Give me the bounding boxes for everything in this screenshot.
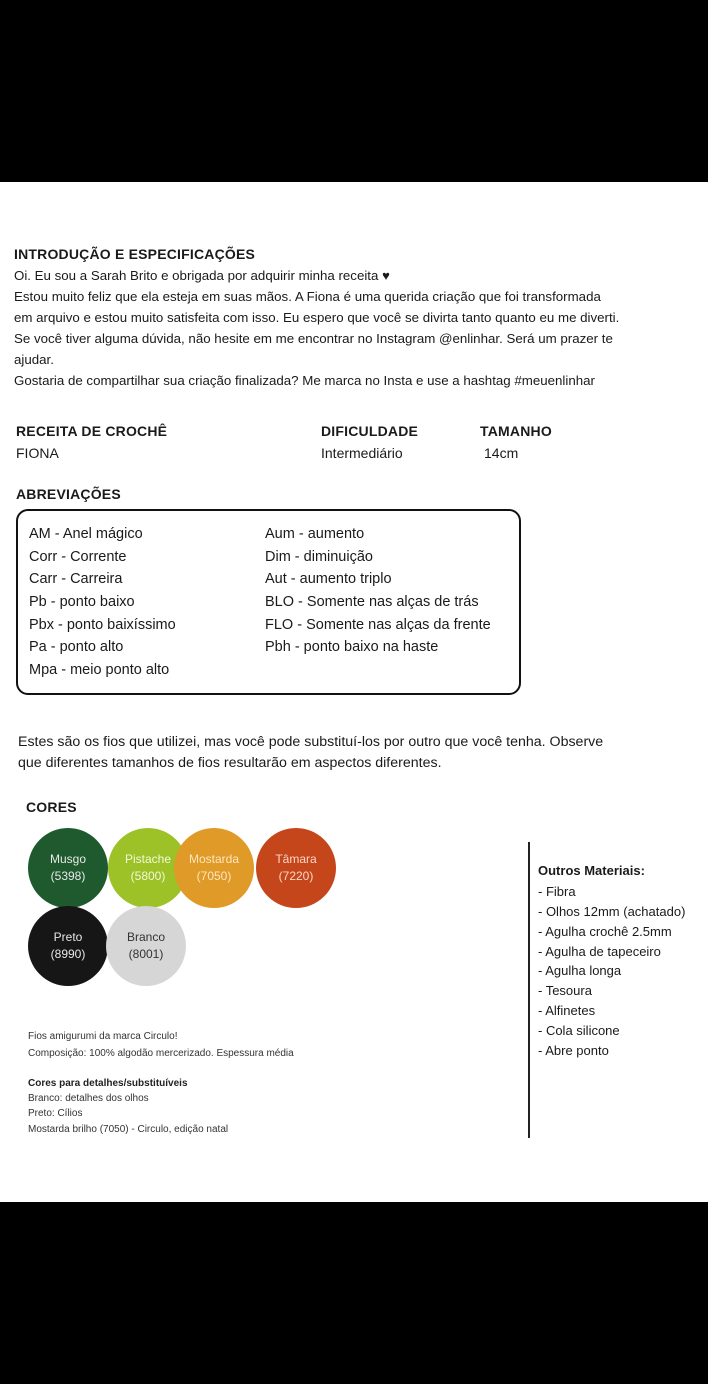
abbreviation-item: Aut - aumento triplo: [265, 571, 392, 587]
abbreviation-item: Corr - Corrente: [29, 549, 127, 565]
abbreviation-item: Aum - aumento: [265, 526, 365, 542]
abbreviation-item: AM - Anel mágico: [29, 526, 143, 542]
intro-line: Estou muito feliz que ela esteja em suas mãos. A Fiona é uma querida criação que foi transformada: [14, 289, 601, 304]
yarn-swatch-tamara: [256, 828, 336, 908]
material-item: - Agulha crochê 2.5mm: [538, 924, 672, 939]
yarn-swatch-mostarda: [174, 828, 254, 908]
yarn-note-line: Estes são os fios que utilizei, mas você pode substituí-los por outro que você tenha. Observe: [18, 734, 604, 750]
details-heading: Cores para detalhes/substituíveis: [28, 1078, 188, 1089]
material-item: - Agulha de tapeceiro: [538, 944, 661, 959]
swatch-name: Branco: [126, 930, 166, 944]
intro-line: Oi. Eu sou a Sarah Brito e obrigada por adquirir minha receita ♥: [14, 268, 390, 283]
details-item: Branco: detalhes dos olhos: [28, 1093, 149, 1104]
abbreviation-item: Pa - ponto alto: [29, 639, 124, 655]
difficulty-label: DIFICULDADE: [321, 423, 419, 439]
intro-line: em arquivo e estou muito satisfeita com isso. Eu espero que você se divirta tanto quanto eu me diverti.: [14, 310, 620, 325]
abbreviations-heading: ABREVIAÇÕES: [16, 486, 121, 502]
swatch-code: (7220): [278, 869, 314, 883]
swatch-name: Tâmara: [275, 852, 317, 866]
abbreviation-item: Pbh - ponto baixo na haste: [265, 639, 439, 655]
details-item: Preto: Cílios: [28, 1108, 83, 1119]
size-label: TAMANHO: [480, 423, 552, 439]
composition-line: Composição: 100% algodão mercerizado. Espessura média: [28, 1048, 294, 1059]
colors-heading: CORES: [26, 799, 77, 815]
material-item: - Agulha longa: [538, 963, 622, 978]
abbreviation-item: Dim - diminuição: [265, 549, 373, 565]
swatch-name: Preto: [53, 930, 83, 944]
yarn-swatch-musgo: [28, 828, 108, 908]
swatch-code: (8001): [128, 947, 164, 961]
abbreviation-item: FLO - Somente nas alças da frente: [265, 617, 491, 633]
swatch-code: (5800): [130, 869, 166, 883]
material-item: - Cola silicone: [538, 1023, 620, 1038]
swatch-code: (7050): [196, 869, 232, 883]
swatch-code: (5398): [50, 869, 86, 883]
abbreviation-item: Mpa - meio ponto alto: [29, 662, 170, 678]
size-value: 14cm: [484, 445, 519, 461]
material-item: - Olhos 12mm (achatado): [538, 904, 686, 919]
swatch-name: Mostarda: [188, 852, 240, 866]
material-item: - Tesoura: [538, 983, 592, 998]
intro-line: ajudar.: [14, 352, 54, 367]
brand-line: Fios amigurumi da marca Circulo!: [28, 1031, 178, 1042]
swatch-name: Musgo: [49, 852, 87, 866]
materials-divider: [528, 842, 530, 1138]
heart-icon: ♥: [382, 268, 390, 283]
material-item: - Abre ponto: [538, 1043, 609, 1058]
recipe-value: FIONA: [16, 445, 59, 461]
abbreviation-item: Pbx - ponto baixíssimo: [29, 617, 176, 633]
intro-line: Gostaria de compartilhar sua criação finalizada? Me marca no Insta e use a hashtag #meuenlinhar: [14, 373, 595, 388]
yarn-note-line: que diferentes tamanhos de fios resultarão em aspectos diferentes.: [18, 755, 442, 771]
difficulty-value: Intermediário: [321, 445, 403, 461]
material-item: - Alfinetes: [538, 1003, 596, 1018]
pattern-page: [0, 182, 708, 1202]
yarn-swatch-preto: [28, 906, 108, 986]
abbreviation-item: Pb - ponto baixo: [29, 594, 135, 610]
details-item: Mostarda brilho (7050) - Circulo, edição natal: [28, 1124, 229, 1135]
abbreviation-item: BLO - Somente nas alças de trás: [265, 594, 479, 610]
materials-heading: Outros Materiais:: [538, 863, 645, 878]
recipe-label: RECEITA DE CROCHÊ: [16, 423, 168, 439]
swatch-name: Pistache: [124, 852, 172, 866]
yarn-swatch-branco: [106, 906, 186, 986]
material-item: - Fibra: [538, 884, 576, 899]
abbreviation-item: Carr - Carreira: [29, 571, 123, 587]
swatch-code: (8990): [50, 947, 86, 961]
intro-line: Se você tiver alguma dúvida, não hesite em me encontrar no Instagram @enlinhar. Será um prazer te: [14, 331, 613, 346]
intro-heading: INTRODUÇÃO E ESPECIFICAÇÕES: [14, 246, 256, 262]
